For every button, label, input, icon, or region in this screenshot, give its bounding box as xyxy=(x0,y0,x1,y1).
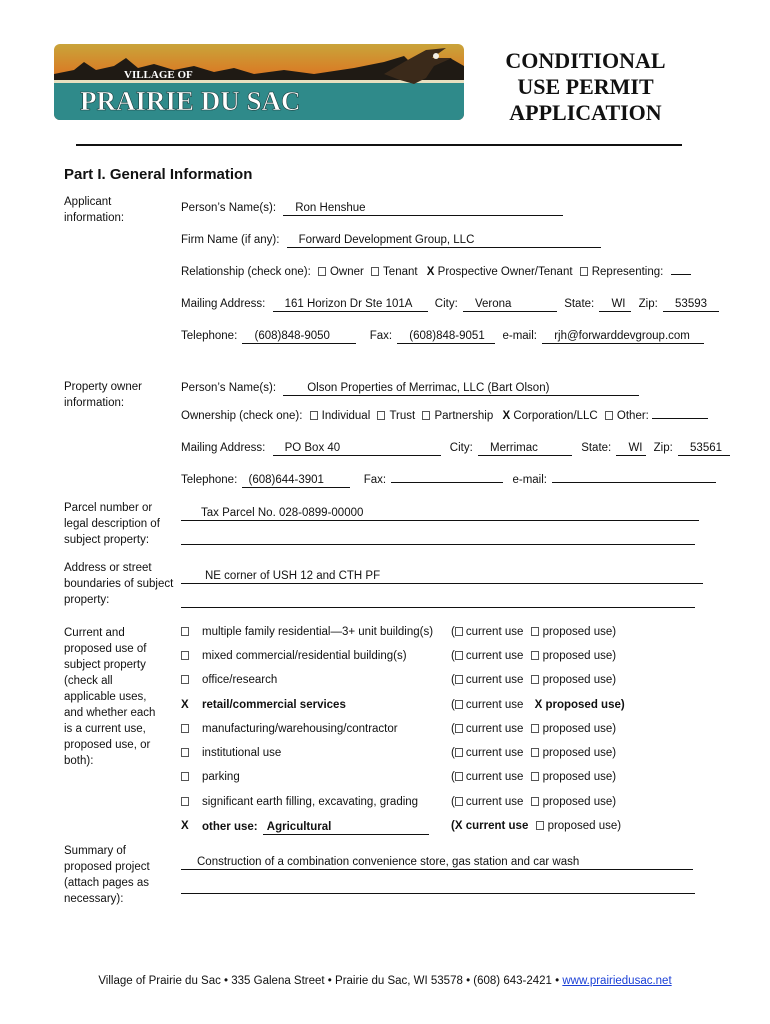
title-divider xyxy=(76,144,682,146)
current-use-checkbox[interactable] xyxy=(455,724,463,733)
village-logo xyxy=(54,44,464,120)
applicant-mailing-label: Mailing Address: xyxy=(181,298,266,310)
summary-label: Summary of proposed project (attach pages as necessary): xyxy=(64,845,150,905)
partnership-option: Partnership xyxy=(434,410,494,422)
ownership-label: Ownership (check one): xyxy=(181,410,303,422)
current-use-text: current use xyxy=(465,650,524,662)
summary-value: Construction of a combination convenience store, gas station and car wash xyxy=(181,855,693,870)
use-name: significant earth filling, excavating, grading xyxy=(202,796,419,808)
use-options: ( current use proposed use) xyxy=(451,796,617,808)
applicant-city-label: City: xyxy=(434,298,458,310)
use-checkbox-box xyxy=(181,627,189,636)
other-current-group[interactable]: (X current use xyxy=(451,820,529,832)
use-options: ( current use proposed use) xyxy=(451,747,617,759)
representing-option: Representing: xyxy=(591,266,664,278)
corporation-checkbox-mark[interactable]: X xyxy=(502,410,511,422)
applicant-fax-label: Fax: xyxy=(369,330,393,342)
applicant-mailing-line xyxy=(181,296,719,312)
proposed-use-checkbox[interactable] xyxy=(531,797,539,806)
use-name: institutional use xyxy=(202,747,282,759)
use-options: ( current use proposed use) xyxy=(451,723,617,735)
use-options: ( current use proposed use) xyxy=(451,626,617,638)
individual-checkbox[interactable] xyxy=(310,411,318,420)
proposed-use-mark[interactable] xyxy=(535,699,625,711)
proposed-use-checkbox[interactable] xyxy=(531,772,539,781)
owner-state-field[interactable]: WI xyxy=(616,441,646,456)
use-checkbox-box xyxy=(181,651,189,660)
proposed-use-text: proposed use) xyxy=(542,796,617,808)
footer-text: Village of Prairie du Sac • 335 Galena Street • Prairie du Sac, WI 53578 • (608) 643-2421 • xyxy=(98,975,563,987)
logo-top-text: VILLAGE OF xyxy=(124,69,193,81)
use-checkbox[interactable] xyxy=(181,771,193,783)
use-checkbox-box xyxy=(181,797,189,806)
logo-name-text: PRAIRIE DU SAC xyxy=(80,86,301,116)
proposed-use-checkbox[interactable] xyxy=(531,627,539,636)
use-checkbox-box xyxy=(181,675,189,684)
owner-state-label: State: xyxy=(581,442,612,454)
current-use-text: current use xyxy=(465,626,524,638)
applicant-email-field[interactable]: rjh@forwarddevgroup.com xyxy=(542,329,704,344)
proposed-use-checkbox[interactable] xyxy=(531,651,539,660)
proposed-use-text: proposed use) xyxy=(542,747,617,759)
applicant-mailing-field[interactable]: 161 Horizon Dr Ste 101A xyxy=(273,297,428,312)
applicant-zip-label: Zip: xyxy=(638,298,658,310)
part-title: Part I. General Information xyxy=(64,166,253,183)
use-checkbox-box xyxy=(181,772,189,781)
prospective-option: Prospective Owner/Tenant xyxy=(437,266,573,278)
address-blank-line xyxy=(181,593,695,608)
owner-mailing-label: Mailing Address: xyxy=(181,442,266,454)
other-ownership-option: Other: xyxy=(616,410,649,422)
applicant-names-label: Person’s Name(s): xyxy=(181,202,277,214)
owner-names-label: Person’s Name(s): xyxy=(181,382,277,394)
use-checkbox[interactable] xyxy=(181,674,193,686)
proposed-mark: X xyxy=(534,699,543,711)
partnership-checkbox[interactable] xyxy=(422,411,430,420)
owner-names-field[interactable]: Olson Properties of Merrimac, LLC (Bart Olson) xyxy=(283,381,639,396)
website-link[interactable]: www.prairiedusac.net xyxy=(562,975,672,987)
owner-fax-field[interactable] xyxy=(391,482,503,483)
form-title xyxy=(478,48,693,126)
use-name: mixed commercial/residential building(s) xyxy=(202,650,407,662)
use-checkbox-box xyxy=(181,748,189,757)
current-use-checkbox[interactable] xyxy=(455,700,463,709)
parcel-blank-line xyxy=(181,530,695,545)
parcel-value: Tax Parcel No. 028-0899-00000 xyxy=(181,506,699,521)
proposed-use-text: proposed use) xyxy=(542,723,617,735)
title-line-1: CONDITIONAL xyxy=(505,48,666,73)
corporation-option: Corporation/LLC xyxy=(513,410,598,422)
applicant-fax-field[interactable]: (608)848-9051 xyxy=(397,329,495,344)
current-use-checkbox[interactable] xyxy=(455,748,463,757)
owner-label: Property owner information: xyxy=(64,381,142,409)
use-checkbox[interactable] xyxy=(181,650,193,662)
owner-checkbox[interactable] xyxy=(318,267,326,276)
other-current-text: current use xyxy=(465,820,529,832)
owner-city-label: City: xyxy=(449,442,473,454)
proposed-use-checkbox[interactable] xyxy=(531,724,539,733)
other-use-mark[interactable]: X xyxy=(181,820,189,832)
firm-field[interactable]: Forward Development Group, LLC xyxy=(287,233,601,248)
uses-label: Current and proposed use of subject property (check all applicable uses, and whether each is a current use, proposed use, or both): xyxy=(64,627,156,767)
use-options: ( current use proposed use) xyxy=(451,674,617,686)
parcel-label: Parcel number or legal description of subject property: xyxy=(64,502,160,546)
owner-phone-line xyxy=(181,472,716,488)
ownership-line xyxy=(181,408,708,424)
applicant-names-line xyxy=(181,200,563,216)
use-name: parking xyxy=(202,771,240,783)
applicant-label: Applicant information: xyxy=(64,196,125,224)
footer xyxy=(0,975,770,987)
use-options: ( current use X proposed use) xyxy=(451,699,625,711)
prospective-checkbox-mark[interactable]: X xyxy=(426,266,435,278)
individual-option: Individual xyxy=(321,410,371,422)
owner-email-field[interactable] xyxy=(552,482,716,483)
other-proposed-checkbox[interactable] xyxy=(536,821,544,830)
other-use-label: other use: xyxy=(202,821,258,833)
proposed-use-checkbox[interactable] xyxy=(531,748,539,757)
owner-zip-label: Zip: xyxy=(653,442,673,454)
current-use-checkbox[interactable] xyxy=(455,797,463,806)
use-options: ( current use proposed use) xyxy=(451,650,617,662)
owner-city-field[interactable]: Merrimac xyxy=(478,441,572,456)
owner-email-label: e-mail: xyxy=(512,474,547,486)
summary-field-1[interactable] xyxy=(181,855,693,870)
other-use-field[interactable]: Agricultural xyxy=(263,820,429,835)
logo-graphic xyxy=(54,44,464,120)
proposed-use-text: proposed use) xyxy=(545,699,625,711)
owner-zip-field[interactable]: 53561 xyxy=(678,441,730,456)
owner-names-line xyxy=(181,380,639,396)
other-use-name xyxy=(202,820,429,835)
representing-checkbox[interactable] xyxy=(580,267,588,276)
proposed-use-text: proposed use) xyxy=(542,771,617,783)
use-checkbox-mark[interactable]: X xyxy=(181,699,189,711)
current-use-checkbox[interactable] xyxy=(455,627,463,636)
owner-mailing-field[interactable]: PO Box 40 xyxy=(273,441,441,456)
owner-tel-label: Telephone: xyxy=(181,474,238,486)
current-use-text: current use xyxy=(465,747,524,759)
use-options: ( current use proposed use) xyxy=(451,771,617,783)
summary-blank-line xyxy=(181,879,695,894)
owner-tel-field[interactable]: (608)644-3901 xyxy=(242,473,350,488)
current-use-text: current use xyxy=(465,723,524,735)
use-checkbox[interactable] xyxy=(181,796,193,808)
current-use-checkbox[interactable] xyxy=(455,675,463,684)
owner-option: Owner xyxy=(329,266,364,278)
use-checkbox-box xyxy=(181,724,189,733)
current-use-checkbox[interactable] xyxy=(455,651,463,660)
current-use-text: current use xyxy=(465,674,524,686)
applicant-city-field[interactable]: Verona xyxy=(463,297,557,312)
summary-field-2[interactable] xyxy=(181,879,695,894)
proposed-use-text: proposed use) xyxy=(542,674,617,686)
other-current-mark: X xyxy=(454,820,463,832)
tenant-option: Tenant xyxy=(383,266,418,278)
applicant-names-field[interactable]: Ron Henshue xyxy=(283,201,563,216)
applicant-tel-field[interactable]: (608)848-9050 xyxy=(242,329,356,344)
use-name: office/research xyxy=(202,674,278,686)
parcel-field-1[interactable] xyxy=(181,506,699,521)
current-use-checkbox[interactable] xyxy=(455,772,463,781)
relationship-line xyxy=(181,264,691,280)
other-proposed-text: proposed use) xyxy=(547,820,622,832)
other-ownership-field[interactable] xyxy=(652,418,708,419)
representing-field[interactable] xyxy=(671,274,691,275)
owner-mailing-line xyxy=(181,440,730,456)
use-name: multiple family residential—3+ unit building(s) xyxy=(202,626,434,638)
use-checkbox[interactable] xyxy=(181,723,193,735)
applicant-email-label: e-mail: xyxy=(502,330,537,342)
address-label: Address or street boundaries of subject property: xyxy=(64,562,174,606)
address-field-1[interactable] xyxy=(181,569,703,584)
title-line-3: APPLICATION xyxy=(509,100,662,125)
use-name: manufacturing/warehousing/contractor xyxy=(202,723,398,735)
relationship-label: Relationship (check one): xyxy=(181,266,311,278)
proposed-use-text: proposed use) xyxy=(542,650,617,662)
proposed-use-text: proposed use) xyxy=(542,626,617,638)
other-use-options xyxy=(451,820,621,832)
applicant-state-label: State: xyxy=(564,298,595,310)
current-use-text: current use xyxy=(465,771,524,783)
current-use-text: current use xyxy=(465,699,524,711)
applicant-tel-label: Telephone: xyxy=(181,330,238,342)
use-name: retail/commercial services xyxy=(202,699,346,711)
applicant-zip-field[interactable]: 53593 xyxy=(663,297,719,312)
tenant-checkbox[interactable] xyxy=(371,267,379,276)
owner-fax-label: Fax: xyxy=(363,474,387,486)
address-field-2[interactable] xyxy=(181,593,695,608)
use-checkbox[interactable] xyxy=(181,626,193,638)
current-use-text: current use xyxy=(465,796,524,808)
use-checkbox[interactable] xyxy=(181,747,193,759)
address-value: NE corner of USH 12 and CTH PF xyxy=(181,569,703,584)
firm-label: Firm Name (if any): xyxy=(181,234,280,246)
applicant-state-field[interactable]: WI xyxy=(599,297,631,312)
applicant-phone-line xyxy=(181,328,704,344)
title-line-2: USE PERMIT xyxy=(517,74,654,99)
trust-option: Trust xyxy=(389,410,416,422)
other-ownership-checkbox[interactable] xyxy=(605,411,613,420)
trust-checkbox[interactable] xyxy=(377,411,385,420)
proposed-use-checkbox[interactable] xyxy=(531,675,539,684)
parcel-field-2[interactable] xyxy=(181,530,695,545)
firm-line xyxy=(181,232,601,248)
